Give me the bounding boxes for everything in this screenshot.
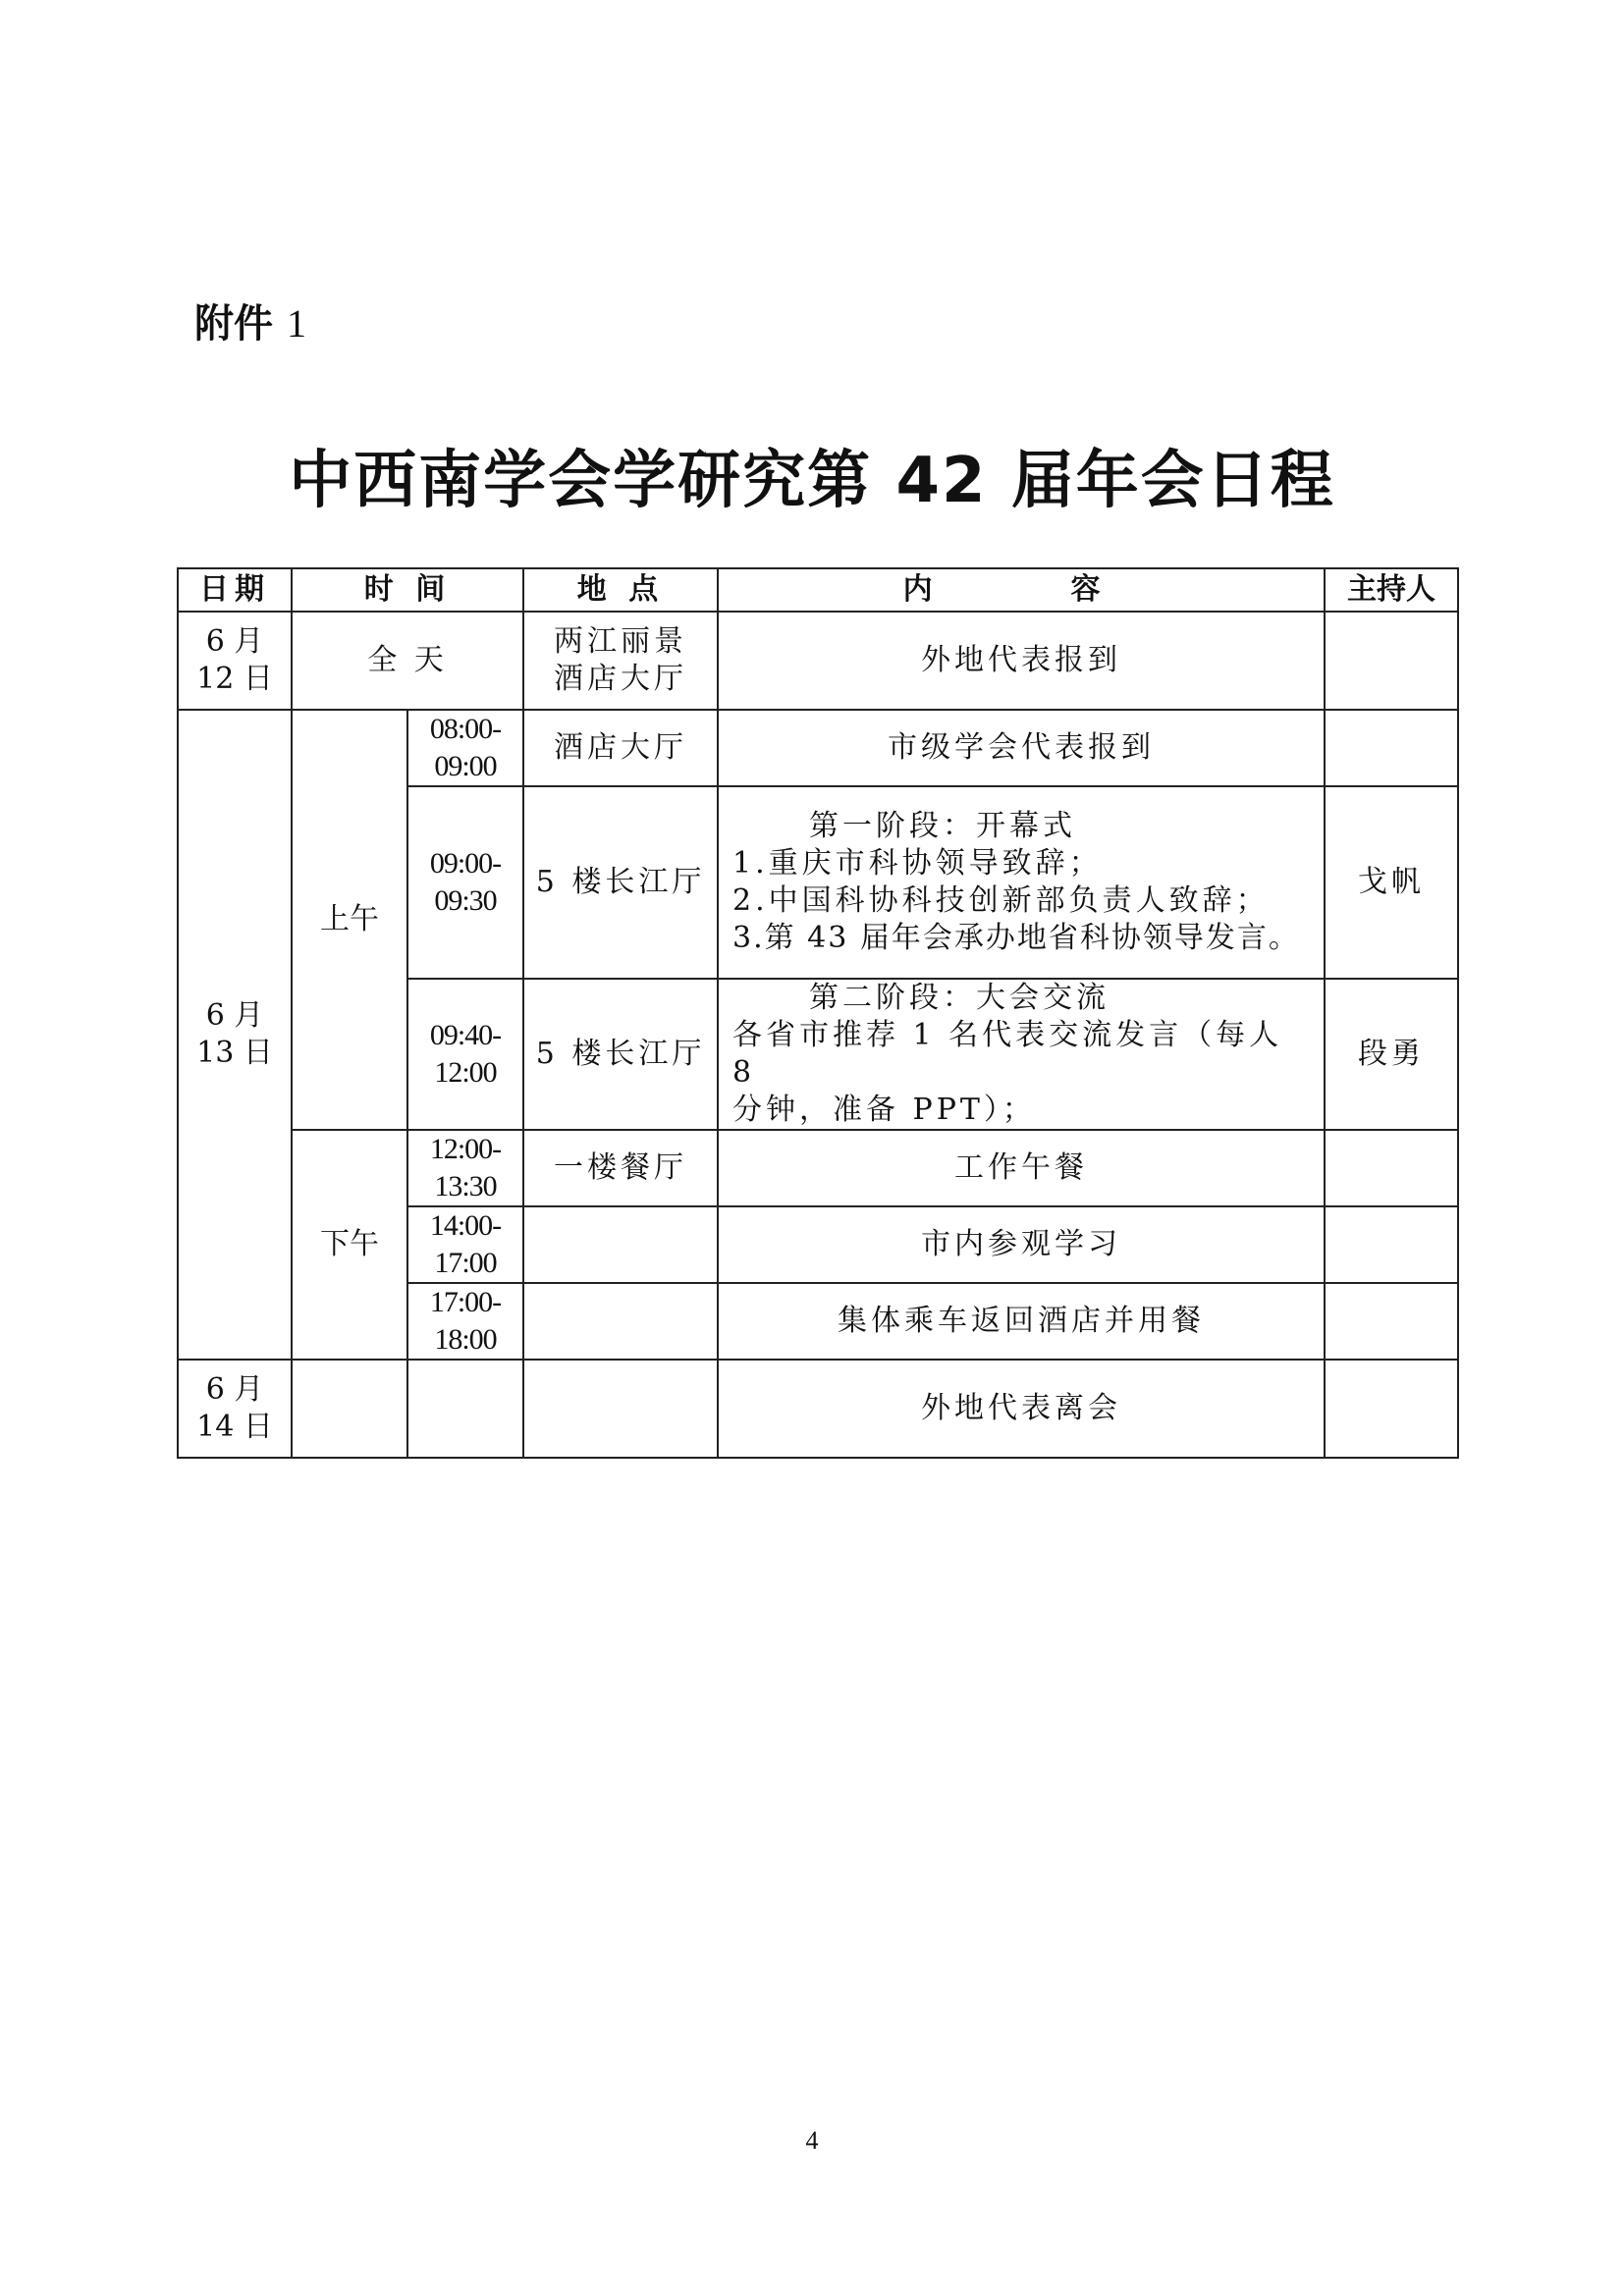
time-cell: 14:00- 17:00 xyxy=(407,1206,523,1283)
period-cell: 上午 xyxy=(292,710,407,1130)
place-cell xyxy=(523,1206,718,1283)
place-cell: 两江丽景 酒店大厅 xyxy=(523,612,718,710)
header-place: 地 点 xyxy=(523,568,718,612)
content-cell xyxy=(718,979,1325,1130)
content-cell: 市级学会代表报到 xyxy=(718,710,1325,786)
content-line: 第一阶段：开幕式 xyxy=(809,809,1077,843)
table-row xyxy=(178,710,1458,786)
content-cell: 市内参观学习 xyxy=(718,1206,1325,1283)
header-date: 日期 xyxy=(178,568,292,612)
header-content: 内 容 xyxy=(718,568,1325,612)
page-number: 4 xyxy=(805,2126,819,2155)
empty-cell xyxy=(1325,1360,1458,1458)
time-cell: 全 天 xyxy=(292,612,523,710)
content-cell: 外地代表离会 xyxy=(718,1360,1325,1458)
content-cell xyxy=(718,786,1325,979)
content-line: 1.重庆市科协领导致辞； xyxy=(732,846,1103,881)
host-cell xyxy=(1325,612,1458,710)
table-header-row xyxy=(178,568,1458,612)
time-cell: 12:00- 13:30 xyxy=(407,1130,523,1206)
empty-cell xyxy=(523,1360,718,1458)
place-cell: 酒店大厅 xyxy=(523,710,718,786)
table-row xyxy=(178,612,1458,710)
content-line: 3.第 43 届年会承办地省科协领导发言。 xyxy=(732,921,1300,955)
time-cell: 08:00- 09:00 xyxy=(407,710,523,786)
host-cell xyxy=(1325,1130,1458,1206)
header-host: 主持人 xyxy=(1325,568,1458,612)
table-row xyxy=(178,1130,1458,1206)
date-cell: 6 月 13 日 xyxy=(178,710,292,1360)
place-cell xyxy=(523,1283,718,1360)
period-cell: 下午 xyxy=(292,1130,407,1360)
content-line: 分钟，准备 PPT）； xyxy=(732,1093,1036,1127)
content-line: 2.中国科协科技创新部负责人致辞； xyxy=(732,883,1270,918)
place-cell: 5 楼长江厅 xyxy=(523,979,718,1130)
place-cell: 5 楼长江厅 xyxy=(523,786,718,979)
empty-cell xyxy=(407,1360,523,1458)
document-title: 中西南学会学研究第 42 届年会日程 xyxy=(289,445,1335,517)
empty-cell xyxy=(292,1360,407,1458)
content-cell: 外地代表报到 xyxy=(718,612,1325,710)
schedule-table xyxy=(177,567,1459,1459)
host-cell xyxy=(1325,1283,1458,1360)
time-cell: 17:00- 18:00 xyxy=(407,1283,523,1360)
host-cell: 戈帆 xyxy=(1325,786,1458,979)
time-cell: 09:00- 09:30 xyxy=(407,786,523,979)
time-cell: 09:40- 12:00 xyxy=(407,979,523,1130)
date-cell: 6 月 14 日 xyxy=(178,1360,292,1458)
host-cell xyxy=(1325,1206,1458,1283)
attachment-label: 附件 1 xyxy=(194,301,306,347)
host-cell: 段勇 xyxy=(1325,979,1458,1130)
content-cell: 工作午餐 xyxy=(718,1130,1325,1206)
host-cell xyxy=(1325,710,1458,786)
content-line: 各省市推荐 1 名代表交流发言（每人 8 xyxy=(732,1018,1283,1090)
header-time: 时 间 xyxy=(292,568,523,612)
table-row xyxy=(178,1360,1458,1458)
place-cell: 一楼餐厅 xyxy=(523,1130,718,1206)
content-cell: 集体乘车返回酒店并用餐 xyxy=(718,1283,1325,1360)
content-line: 第二阶段：大会交流 xyxy=(809,981,1110,1015)
date-cell: 6 月 12 日 xyxy=(178,612,292,710)
